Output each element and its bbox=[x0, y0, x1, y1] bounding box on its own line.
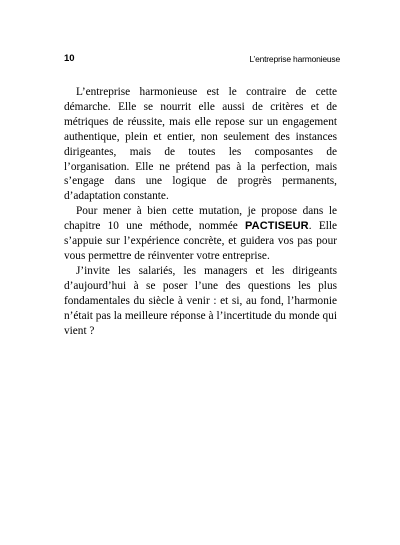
paragraph-2-lead: Pour mener à bien cette mutation, je propose dans le chapitre 10 une méthode, nommée bbox=[64, 205, 337, 233]
page-number: 10 bbox=[64, 53, 75, 64]
page-header bbox=[64, 53, 340, 67]
paragraph-2-rest: . Elle s’appuie sur l’expérience concrète, et guidera vos pas pour vous permettre de réinventer votre entreprise. bbox=[64, 220, 338, 262]
running-title: L’entreprise harmonieuse bbox=[249, 54, 340, 64]
body-text bbox=[64, 85, 337, 338]
paragraph-3: J’invite les salariés, les managers et les dirigeants d’aujourd’hui à se poser l’une des questions les plus fondamentales du siècle à venir : et si, au fond, l’harmonie n’était pas la meilleure réponse à l’incertitude du monde qui vient ? bbox=[64, 264, 337, 337]
paragraph-2 bbox=[64, 204, 337, 264]
paragraph-1: L’entreprise harmonieuse est le contraire de cette démarche. Elle se nourrit elle aussi de critères et de métriques de réussite, mais elle repose sur un engagement authentique, plein et entier, non seulement des instances dirigeantes, mais de toutes les composantes de l’organisation. Elle ne prétend pas à la perfection, mais s’engage dans une logique de progrès permanents, d’adaptation constante. bbox=[64, 86, 337, 203]
method-name: PACTISEUR bbox=[245, 220, 309, 233]
